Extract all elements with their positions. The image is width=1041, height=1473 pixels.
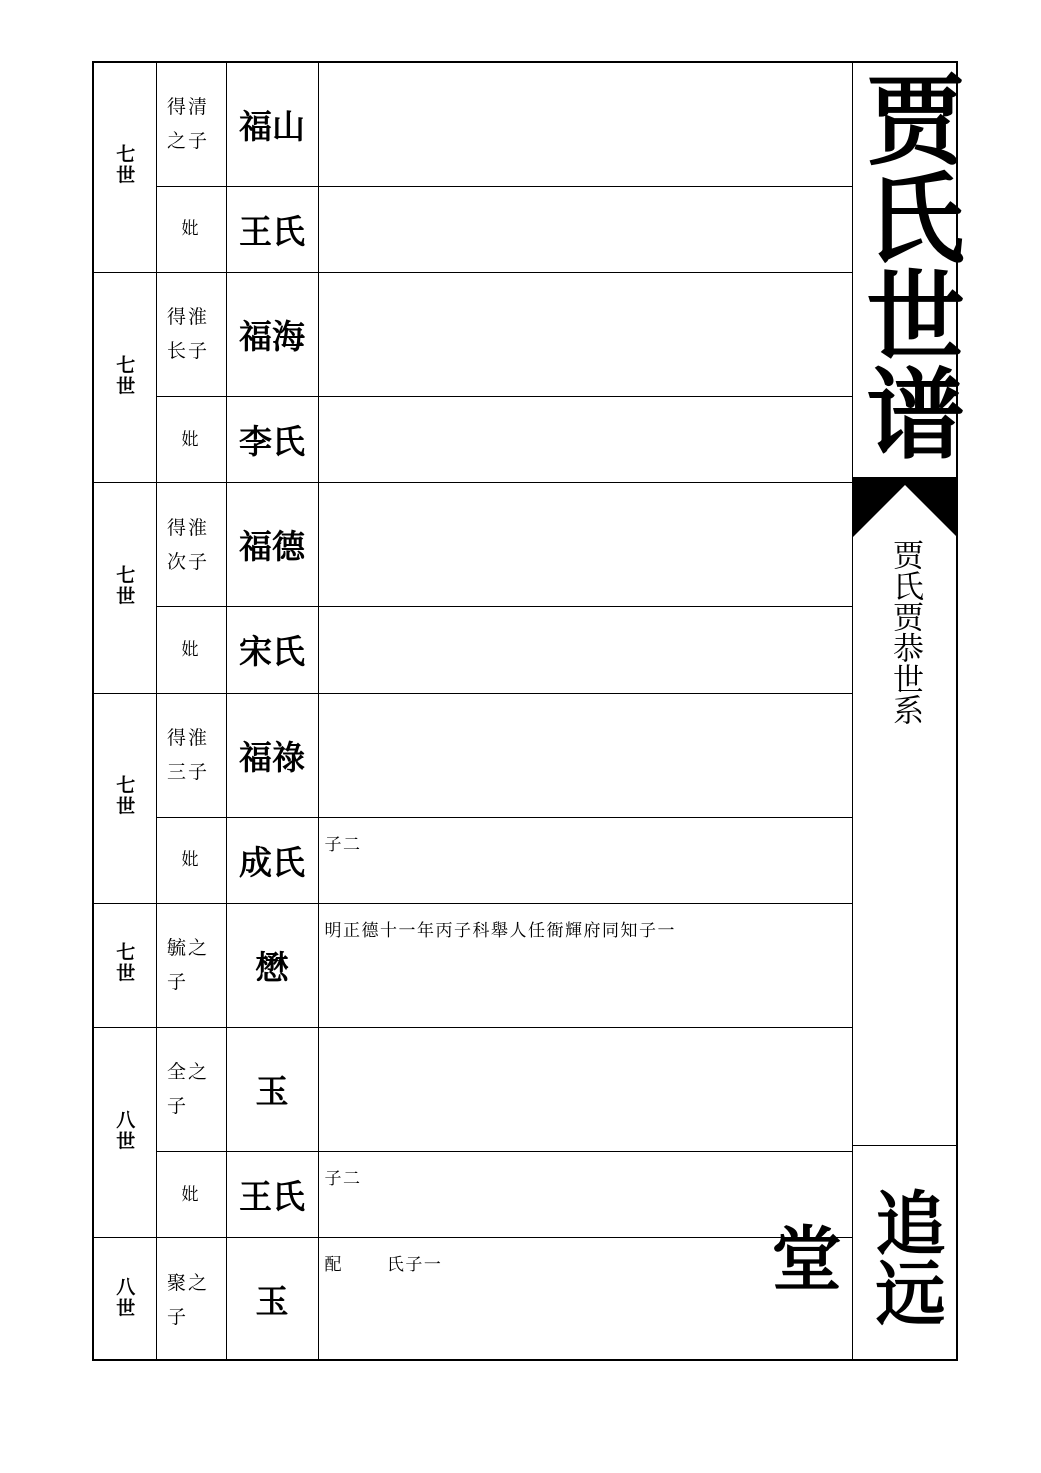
relation-label: 妣 bbox=[181, 429, 201, 450]
note-cell bbox=[318, 483, 852, 607]
generation-cell bbox=[94, 903, 156, 1027]
relation-cell bbox=[156, 186, 226, 272]
person-name: 福海 bbox=[226, 272, 318, 396]
note-text bbox=[319, 483, 852, 495]
chevron-ornament bbox=[853, 481, 957, 537]
note-text bbox=[319, 187, 852, 199]
generation-label: 八世 bbox=[113, 1109, 136, 1152]
note-text: 配 氏子一 bbox=[324, 1255, 443, 1276]
relation-cell bbox=[156, 693, 226, 817]
note-cell bbox=[318, 272, 852, 396]
table-row bbox=[94, 63, 852, 186]
generation-label: 七世 bbox=[113, 354, 136, 397]
relation-label: 妣 bbox=[181, 639, 201, 660]
relation-cell bbox=[156, 483, 226, 607]
generation-label: 八世 bbox=[113, 1276, 136, 1319]
note-text: 子二 bbox=[324, 1169, 362, 1189]
table-row bbox=[94, 903, 852, 1027]
note-cell bbox=[318, 607, 852, 693]
generation-cell bbox=[94, 693, 156, 903]
person-name: 福德 bbox=[226, 483, 318, 607]
lineage-subtitle: 贾氏贾恭世系 bbox=[887, 539, 923, 725]
page-title: 贾氏世谱 bbox=[850, 69, 965, 461]
note-cell bbox=[318, 186, 852, 272]
relation-cell bbox=[156, 903, 226, 1027]
relation-label: 得淮三子 bbox=[167, 727, 210, 784]
hall-divider bbox=[853, 1145, 957, 1146]
generation-label: 七世 bbox=[113, 775, 136, 818]
relation-cell bbox=[156, 1152, 226, 1238]
table-row bbox=[94, 272, 852, 396]
table-row bbox=[94, 1027, 852, 1151]
person-name: 成氏 bbox=[226, 817, 318, 903]
note-cell bbox=[318, 693, 852, 817]
person-name: 王氏 bbox=[226, 186, 318, 272]
person-name: 福祿 bbox=[226, 693, 318, 817]
relation-label: 妣 bbox=[181, 219, 201, 240]
table-row bbox=[94, 693, 852, 817]
title-panel bbox=[760, 63, 965, 1361]
relation-label: 得清之子 bbox=[167, 96, 210, 153]
note-text bbox=[319, 694, 852, 706]
note-text bbox=[319, 273, 852, 285]
note-cell bbox=[318, 63, 852, 186]
hall-name: 追远堂 bbox=[760, 1187, 947, 1327]
note-text bbox=[319, 607, 852, 619]
person-name: 福山 bbox=[226, 63, 318, 186]
relation-label: 全之子 bbox=[167, 1061, 210, 1118]
relation-cell bbox=[156, 396, 226, 482]
person-name: 玉 bbox=[226, 1027, 318, 1151]
relation-label: 毓之子 bbox=[167, 937, 210, 994]
generation-label: 七世 bbox=[113, 144, 136, 187]
table-row bbox=[94, 483, 852, 607]
table-row bbox=[94, 396, 852, 482]
note-text bbox=[319, 1028, 852, 1040]
person-name: 玉 bbox=[226, 1238, 318, 1361]
relation-cell bbox=[156, 1238, 226, 1361]
note-cell bbox=[318, 817, 852, 903]
note-cell bbox=[318, 1027, 852, 1151]
table-row bbox=[94, 186, 852, 272]
person-name: 王氏 bbox=[226, 1152, 318, 1238]
relation-cell bbox=[156, 817, 226, 903]
generation-cell bbox=[94, 1238, 156, 1361]
note-text: 子二 bbox=[324, 834, 362, 855]
generation-cell bbox=[94, 483, 156, 693]
relation-cell bbox=[156, 607, 226, 693]
person-name: 宋氏 bbox=[226, 607, 318, 693]
person-name: 懋 bbox=[226, 903, 318, 1027]
genealogy-table bbox=[94, 63, 853, 1361]
table-row bbox=[94, 1238, 852, 1361]
generation-label: 七世 bbox=[113, 942, 136, 985]
note-text bbox=[319, 397, 852, 409]
generation-cell bbox=[94, 272, 156, 482]
generation-cell bbox=[94, 63, 156, 272]
generation-cell bbox=[94, 1027, 156, 1237]
relation-label: 聚之子 bbox=[167, 1271, 210, 1328]
table-row bbox=[94, 817, 852, 903]
relation-label: 得淮长子 bbox=[167, 306, 210, 363]
table-row bbox=[94, 607, 852, 693]
relation-cell bbox=[156, 272, 226, 396]
relation-cell bbox=[156, 1027, 226, 1151]
table-row bbox=[94, 1152, 852, 1238]
note-cell bbox=[318, 396, 852, 482]
relation-cell bbox=[156, 63, 226, 186]
relation-label: 得淮次子 bbox=[167, 516, 210, 573]
genealogy-page bbox=[92, 61, 965, 1361]
note-text: 明正德十一年丙子科舉人任衙輝府同知子一 bbox=[324, 920, 676, 941]
person-name: 李氏 bbox=[226, 396, 318, 482]
note-cell bbox=[318, 903, 852, 1027]
relation-label: 妣 bbox=[181, 850, 201, 871]
note-text bbox=[319, 63, 852, 75]
generation-label: 七世 bbox=[113, 564, 136, 607]
relation-label: 妣 bbox=[181, 1184, 201, 1205]
